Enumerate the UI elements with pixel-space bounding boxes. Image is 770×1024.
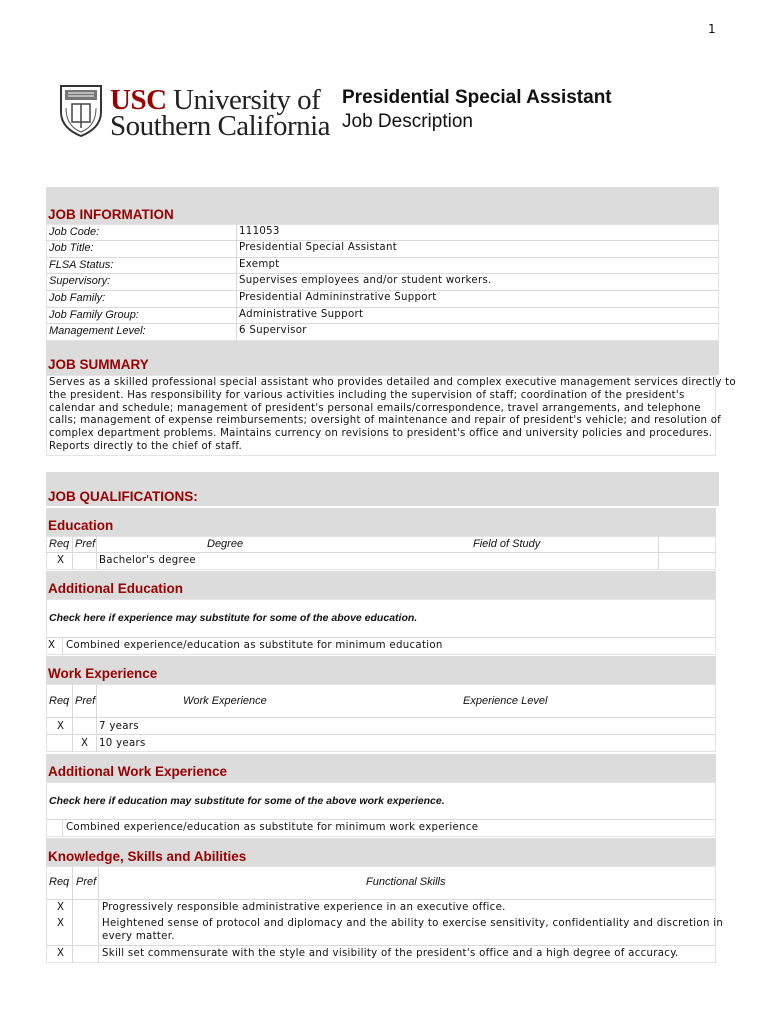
education-req-mark: X bbox=[57, 555, 65, 566]
job-family-label: Job Family: bbox=[49, 292, 106, 304]
work-experience-table bbox=[46, 684, 716, 752]
ksa-pref-header: Pref bbox=[76, 876, 97, 888]
document-title: Presidential Special Assistant bbox=[342, 87, 612, 108]
job-code-label: Job Code: bbox=[49, 226, 100, 238]
flsa-status-value: Exempt bbox=[239, 259, 280, 270]
additional-work-check-text: Check here if education may substitute for some of the above work experience. bbox=[49, 795, 445, 807]
logo-southern-text: Southern California bbox=[110, 110, 331, 142]
ksa-row3-req-mark: X bbox=[57, 948, 65, 959]
work-row1-years: 7 years bbox=[99, 721, 139, 732]
job-summary-line: complex department problems. Maintains currency on revisions to president's office and university policies and procedures. bbox=[49, 428, 713, 440]
logo-university-text: University of bbox=[173, 84, 321, 116]
additional-education-item: Combined experience/education as substitute for minimum education bbox=[66, 640, 443, 651]
additional-education-check-text: Check here if experience may substitute for some of the above education. bbox=[49, 612, 418, 624]
job-family-group-label: Job Family Group: bbox=[49, 309, 139, 321]
job-summary-line: the president. Has responsibility for various activities including the supervision of staff; coordination of the president's bbox=[49, 389, 685, 401]
education-req-header: Req bbox=[49, 538, 70, 550]
job-summary-line: calls; management of expense reimbursements; oversight of maintenance and repair of president's vehicle; and resolution of bbox=[49, 415, 722, 427]
job-summary-text bbox=[49, 377, 736, 454]
job-summary-line: Serves as a skilled professional special assistant who provides detailed and complex executive management services directly to bbox=[49, 377, 736, 388]
management-level-label: Management Level: bbox=[49, 325, 146, 337]
job-summary-heading: JOB SUMMARY bbox=[48, 357, 149, 372]
ksa-heading: Knowledge, Skills and Abilities bbox=[48, 849, 247, 864]
education-degree-header: Degree bbox=[207, 538, 244, 550]
page-number: 1 bbox=[708, 22, 716, 36]
ksa-row2-text-cont: every matter. bbox=[102, 931, 175, 942]
supervisory-label: Supervisory: bbox=[49, 275, 111, 287]
job-code-value: 111053 bbox=[239, 226, 280, 237]
ksa-row2-text: Heightened sense of protocol and diplomacy and the ability to exercise sensitivity, confidentiality and discretion in bbox=[102, 918, 724, 929]
ksa-req-header: Req bbox=[49, 876, 70, 888]
document-subtitle: Job Description bbox=[342, 111, 473, 132]
education-pref-header: Pref bbox=[75, 538, 96, 550]
additional-education-mark: X bbox=[48, 640, 56, 651]
job-family-group-value: Administrative Support bbox=[239, 309, 364, 320]
ksa-row1-text: Progressively responsible administrative experience in an executive office. bbox=[102, 902, 506, 913]
work-experience-header: Work Experience bbox=[183, 695, 267, 707]
job-title-value: Presidential Special Assistant bbox=[239, 242, 398, 253]
work-row2-years: 10 years bbox=[99, 738, 146, 749]
education-band bbox=[46, 508, 716, 536]
job-title-label: Job Title: bbox=[49, 242, 94, 254]
education-field-header: Field of Study bbox=[473, 538, 541, 550]
ksa-row2-req-mark: X bbox=[57, 918, 65, 929]
job-summary-line: calendar and schedule; management of president's personal emails/correspondence, travel arrangements, and telephone bbox=[49, 402, 701, 414]
education-degree-value: Bachelor's degree bbox=[99, 555, 196, 566]
ksa-row3-text: Skill set commensurate with the style and visibility of the president's office and a high degree of accuracy. bbox=[102, 948, 679, 959]
additional-work-experience-heading: Additional Work Experience bbox=[48, 764, 228, 779]
job-family-value: Presidential Admininstrative Support bbox=[239, 292, 437, 303]
work-row2-pref-mark: X bbox=[81, 738, 89, 749]
work-row1-req-mark: X bbox=[57, 721, 65, 732]
usc-seal-icon bbox=[58, 82, 104, 138]
work-req-header: Req bbox=[49, 695, 70, 707]
work-pref-header: Pref bbox=[75, 695, 96, 707]
management-level-value: 6 Supervisor bbox=[239, 325, 307, 336]
experience-level-header: Experience Level bbox=[463, 695, 548, 707]
ksa-row1-req-mark: X bbox=[57, 902, 65, 913]
work-experience-heading: Work Experience bbox=[48, 666, 158, 681]
usc-logo bbox=[58, 82, 338, 142]
job-qualifications-heading: JOB QUALIFICATIONS: bbox=[48, 489, 198, 504]
ksa-skills-header: Functional Skills bbox=[366, 876, 446, 888]
flsa-status-label: FLSA Status: bbox=[49, 259, 114, 271]
additional-work-item: Combined experience/education as substitute for minimum work experience bbox=[66, 822, 479, 833]
logo-usc-text: USC bbox=[110, 84, 167, 116]
job-information-heading: JOB INFORMATION bbox=[48, 207, 174, 222]
education-heading: Education bbox=[48, 518, 114, 533]
supervisory-value: Supervises employees and/or student workers. bbox=[239, 275, 492, 286]
job-summary-line: Reports directly to the chief of staff. bbox=[49, 440, 242, 452]
additional-education-heading: Additional Education bbox=[48, 581, 183, 596]
